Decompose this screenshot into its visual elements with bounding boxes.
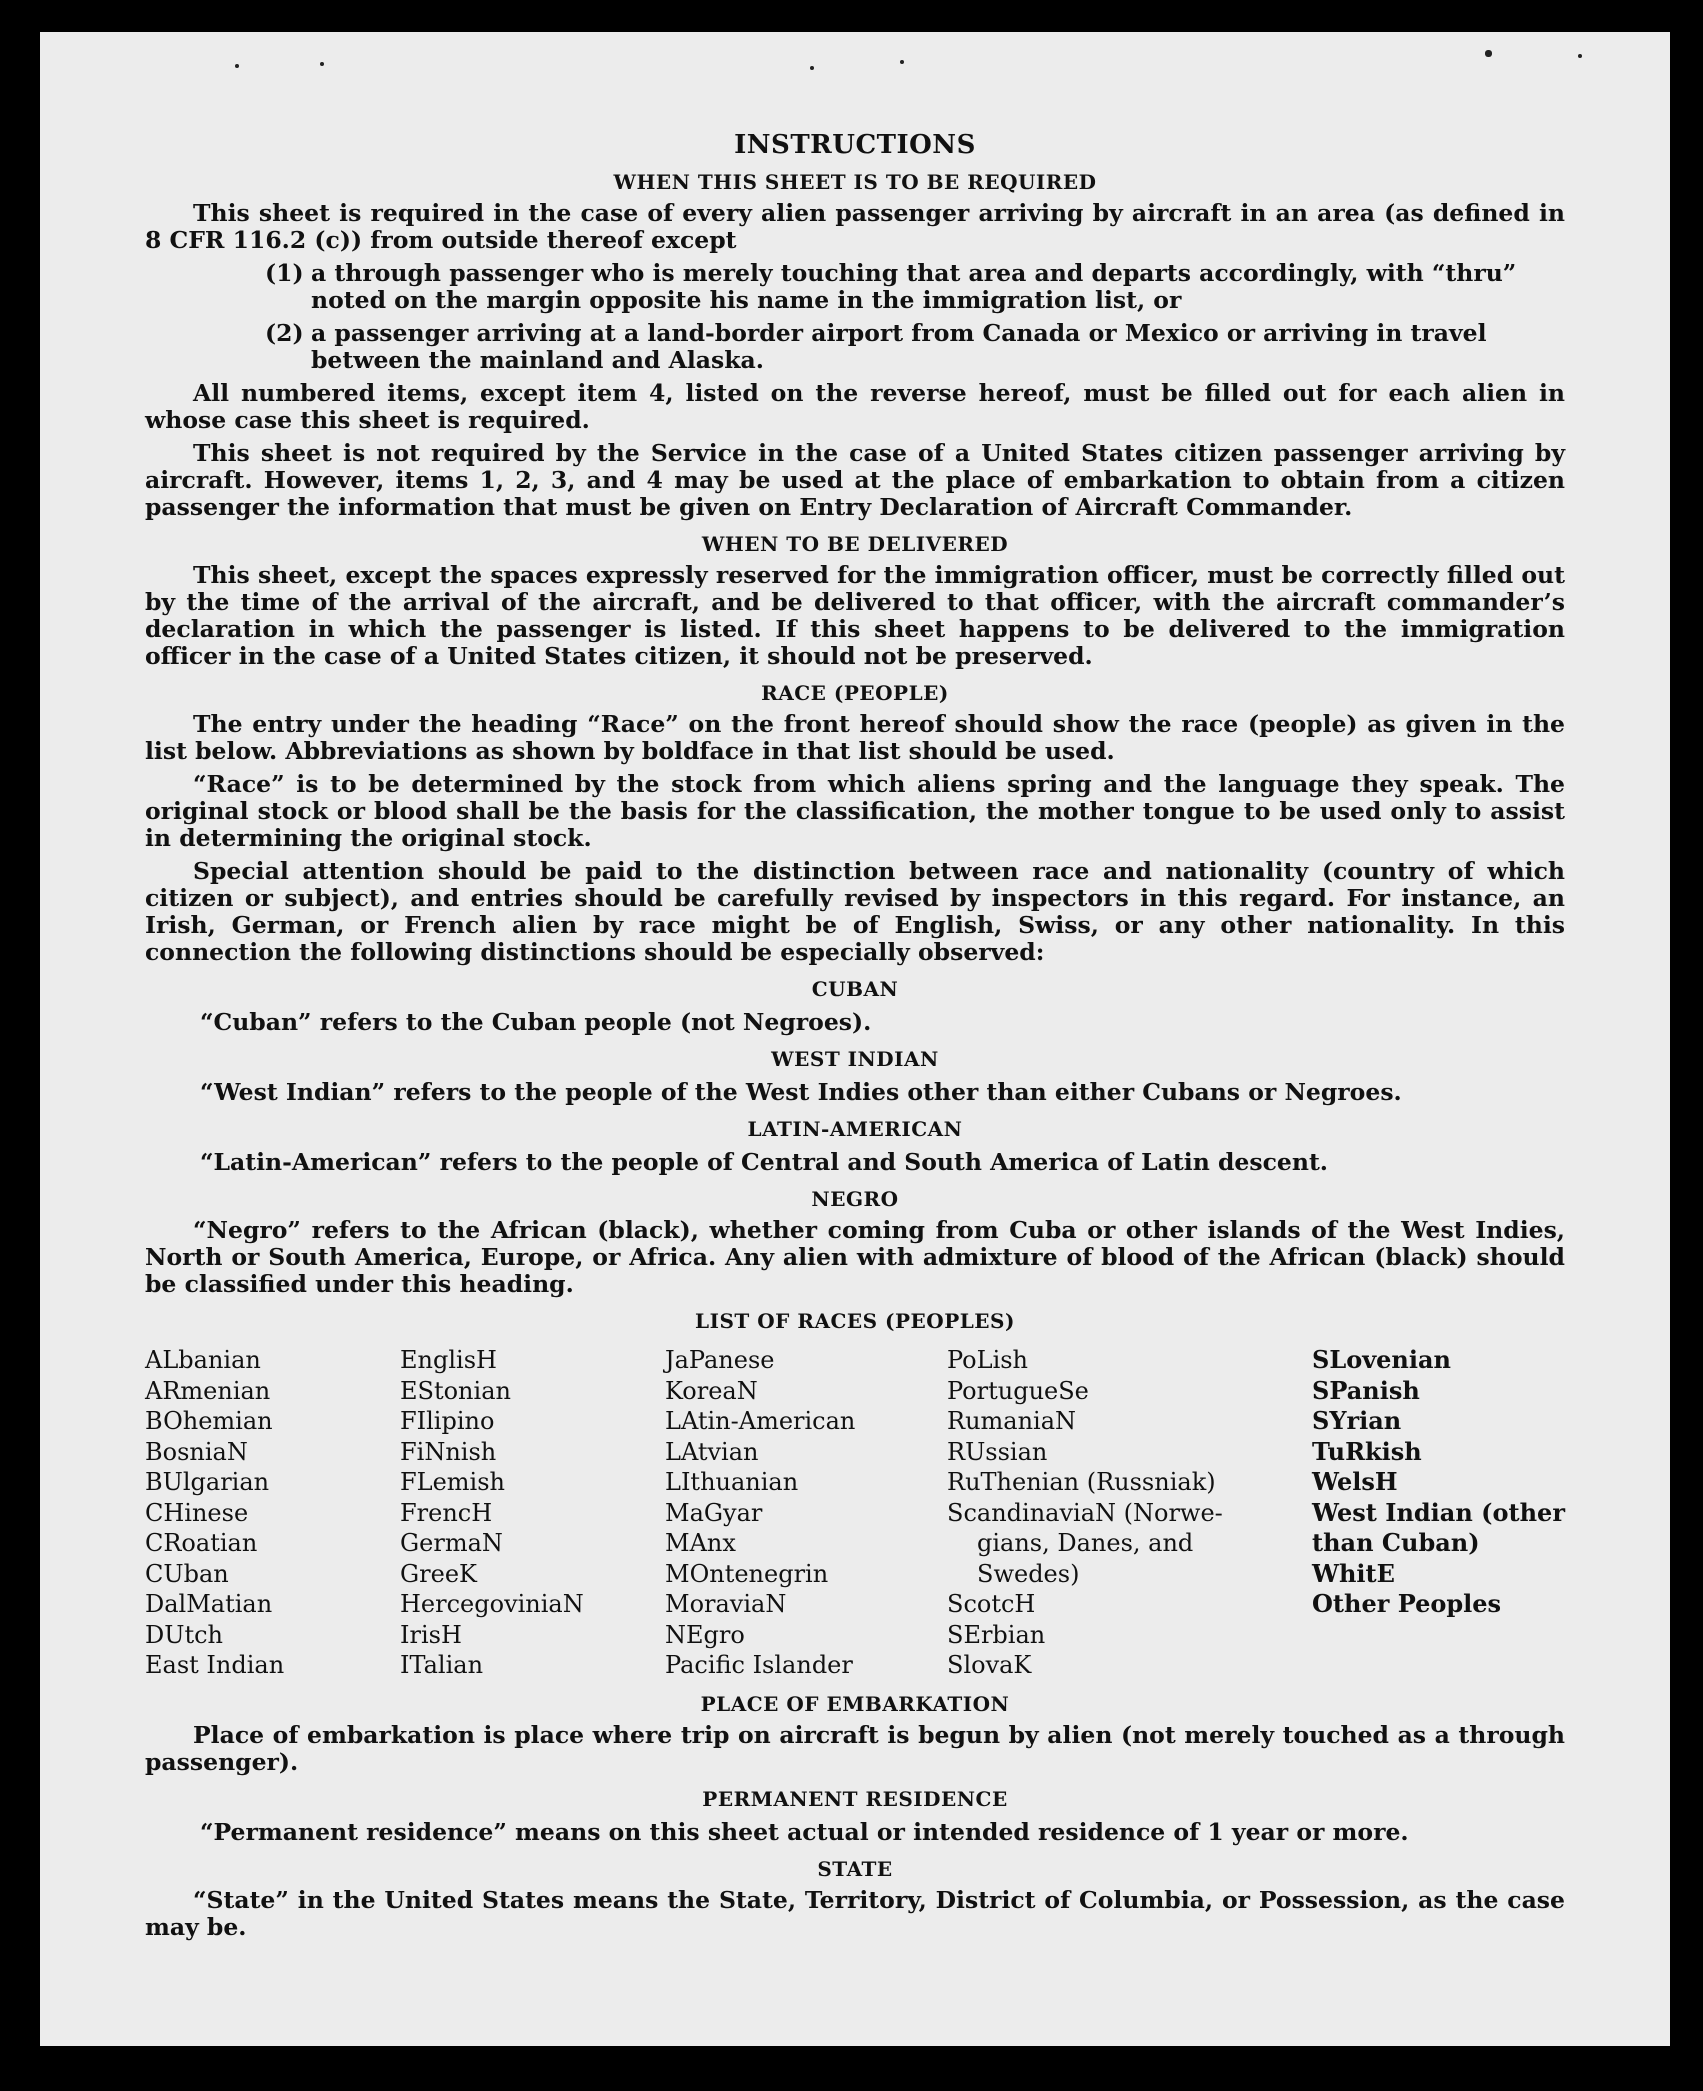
race-entry: SlovaK xyxy=(947,1651,1032,1679)
race-entry: HercegoviniaN xyxy=(400,1590,584,1618)
race-entry: gians, Danes, and xyxy=(977,1529,1194,1557)
section-heading-when-delivered: WHEN TO BE DELIVERED xyxy=(701,532,1009,556)
definition: “Cuban” refers to the Cuban people (not Negroes). xyxy=(200,1008,872,1036)
race-entry: FrencH xyxy=(400,1498,493,1527)
race-entry: ScotcH xyxy=(947,1590,1036,1618)
race-group xyxy=(1312,1528,1572,1559)
race-entry: FiNnish xyxy=(400,1437,497,1466)
section-heading-latin-american: LATIN-AMERICAN xyxy=(747,1117,963,1141)
item-number: (2) xyxy=(265,319,304,347)
race-column xyxy=(665,1345,947,1681)
paragraph: All numbered items, except item 4, listed on the reverse hereof, must be filled out for each alien in whose case this sheet is required. xyxy=(145,379,1565,434)
race-column xyxy=(947,1345,1312,1681)
race-entry: CHinese xyxy=(145,1498,249,1527)
race-group xyxy=(947,1345,1312,1528)
numbered-item xyxy=(265,320,1565,374)
race-entry: SLovenian xyxy=(1312,1345,1451,1374)
race-list xyxy=(145,1345,1565,1681)
race-entry: FLemish xyxy=(400,1468,505,1496)
scan-speck xyxy=(1578,54,1582,58)
scan-speck xyxy=(900,60,904,64)
race-entry: WhitE xyxy=(1312,1558,1395,1588)
item-text: a through passenger who is merely touching that area and departs accordingly, with “thru” noted on the margin opposite his name in the immigration list, or xyxy=(311,259,1517,314)
item-number: (1) xyxy=(265,259,304,287)
race-group xyxy=(1312,1345,1572,1528)
section-heading-when-required: WHEN THIS SHEET IS TO BE REQUIRED xyxy=(613,170,1097,194)
paragraph: “State” in the United States means the State, Territory, District of Columbia, or Possession, as the case may be. xyxy=(145,1885,1565,1941)
section-heading-state: STATE xyxy=(817,1856,893,1881)
race-entry: GreeK xyxy=(400,1559,477,1588)
section-heading-cuban: CUBAN xyxy=(811,977,899,1001)
paragraph: “Negro” refers to the African (black), whether coming from Cuba or other islands of the West Indies, North or South America, Europe, or Africa. Any alien with admixture of blood of the African (black) should be classified under this heading. xyxy=(145,1216,1565,1298)
race-entry: LIthuanian xyxy=(665,1468,799,1496)
document-page xyxy=(40,32,1670,2046)
race-entry: DalMatian xyxy=(145,1590,273,1618)
section-heading-list-of-races: LIST OF RACES (PEOPLES) xyxy=(695,1309,1015,1333)
section-heading-embarkation: PLACE OF EMBARKATION xyxy=(700,1691,1010,1716)
scan-speck xyxy=(1485,50,1492,57)
race-entry: SYrian xyxy=(1312,1406,1402,1435)
race-entry: GermaN xyxy=(400,1529,503,1557)
race-column xyxy=(1312,1345,1572,1681)
scan-speck xyxy=(235,64,239,68)
section-heading-race: RACE (PEOPLE) xyxy=(761,681,949,705)
section-heading-negro: NEGRO xyxy=(811,1187,899,1211)
race-entry: LAtvian xyxy=(665,1437,759,1466)
race-column xyxy=(145,1345,400,1681)
race-entry: MoraviaN xyxy=(665,1590,787,1618)
race-entry: SErbian xyxy=(947,1620,1046,1649)
paragraph: “Race” is to be determined by the stock from which aliens spring and the language they speak. The original stock or blood shall be the basis for the classification, the mother tongue to be used only to assist in determining the original stock. xyxy=(145,770,1565,852)
race-entry: BOhemian xyxy=(145,1407,273,1435)
race-entry: ScandinaviaN (Norwe- xyxy=(947,1498,1223,1527)
page-title: INSTRUCTIONS xyxy=(734,130,976,160)
section-heading-west-indian: WEST INDIAN xyxy=(771,1047,939,1071)
race-entry: ITalian xyxy=(400,1651,484,1679)
race-entry: MOntenegrin xyxy=(665,1559,829,1588)
scan-speck xyxy=(810,66,814,70)
race-column xyxy=(400,1345,665,1681)
definition: “Permanent residence” means on this sheet actual or intended residence of 1 year or more. xyxy=(200,1817,1409,1846)
race-entry: TuRkish xyxy=(1312,1436,1422,1466)
race-entry: JaPanese xyxy=(665,1346,775,1374)
race-entry: MaGyar xyxy=(665,1498,763,1527)
paragraph: This sheet is required in the case of every alien passenger arriving by aircraft in an area (as defined in 8 CFR 116.2 (c)) from outside thereof except xyxy=(145,199,1565,254)
race-entry: FIlipino xyxy=(400,1407,495,1435)
race-entry: BUlgarian xyxy=(145,1468,270,1496)
race-entry: LAtin-American xyxy=(665,1407,856,1435)
race-entry: PoLish xyxy=(947,1346,1029,1374)
item-text: a passenger arriving at a land-border airport from Canada or Mexico or arriving in travel between the mainland and Alaska. xyxy=(311,319,1487,374)
paragraph: This sheet, except the spaces expressly reserved for the immigration officer, must be correctly filled out by the time of the arrival of the aircraft, and be delivered to that officer, with the aircraft commander’s declaration in which the passenger is listed. If this sheet happens to be delivered to the immigration officer in the case of a United States citizen, it should not be preserved. xyxy=(145,561,1565,670)
race-entry: RumaniaN xyxy=(947,1407,1077,1435)
instructions-content xyxy=(145,102,1565,1947)
race-entry: ARmenian xyxy=(145,1376,271,1405)
race-entry: NEgro xyxy=(665,1620,745,1649)
race-entry: SPanish xyxy=(1312,1375,1420,1405)
paragraph: This sheet is not required by the Service in the case of a United States citizen passenger arriving by aircraft. However, items 1, 2, 3, and 4 may be used at the place of embarkation to obtain from a citizen passenger the information that must be given on Entry Declaration of Aircraft Commander. xyxy=(145,439,1565,521)
race-entry: EStonian xyxy=(400,1376,511,1405)
race-entry: BosniaN xyxy=(145,1437,248,1466)
numbered-item xyxy=(265,260,1565,314)
race-entry: Swedes) xyxy=(977,1559,1080,1588)
race-group xyxy=(947,1528,1312,1589)
race-entry: PortugueSe xyxy=(947,1376,1089,1405)
race-entry: West Indian (other xyxy=(1312,1497,1565,1527)
race-entry: MAnx xyxy=(665,1529,736,1557)
definition: “Latin-American” refers to the people of Central and South America of Latin descent. xyxy=(200,1148,1328,1176)
race-entry: Pacific Islander xyxy=(665,1651,853,1679)
paragraph: Special attention should be paid to the distinction between race and nationality (country of which citizen or subject), and entries should be carefully revised by inspectors in this regard. For instance, an Irish, German, or French alien by race might be of English, Swiss, or any other nationality. In this connection the following distinctions should be especially observed: xyxy=(145,857,1565,966)
race-entry: EnglisH xyxy=(400,1346,497,1374)
race-entry: RuThenian (Russniak) xyxy=(947,1468,1216,1496)
race-entry: Other Peoples xyxy=(1312,1589,1502,1618)
race-group xyxy=(1312,1559,1572,1620)
race-entry: East Indian xyxy=(145,1651,285,1679)
race-group xyxy=(947,1589,1312,1681)
paragraph: The entry under the heading “Race” on the front hereof should show the race (people) as given in the list below. Abbreviations as shown by boldface in that list should be used. xyxy=(145,710,1565,765)
race-entry: DUtch xyxy=(145,1620,224,1649)
race-entry: WelsH xyxy=(1312,1467,1398,1496)
race-entry: RUssian xyxy=(947,1437,1048,1466)
race-entry: CUban xyxy=(145,1559,229,1588)
paragraph: Place of embarkation is place where trip on aircraft is begun by alien (not merely touched as a through passenger). xyxy=(145,1720,1565,1776)
race-entry: IrisH xyxy=(400,1620,462,1649)
definition: “West Indian” refers to the people of the West Indies other than either Cubans or Negroes. xyxy=(200,1078,1402,1106)
race-entry: KoreaN xyxy=(665,1376,758,1405)
section-heading-residence: PERMANENT RESIDENCE xyxy=(702,1786,1008,1811)
race-entry: ALbanian xyxy=(145,1346,261,1374)
scan-speck xyxy=(320,62,324,66)
race-entry: than Cuban) xyxy=(1312,1528,1480,1557)
race-entry: CRoatian xyxy=(145,1529,258,1557)
